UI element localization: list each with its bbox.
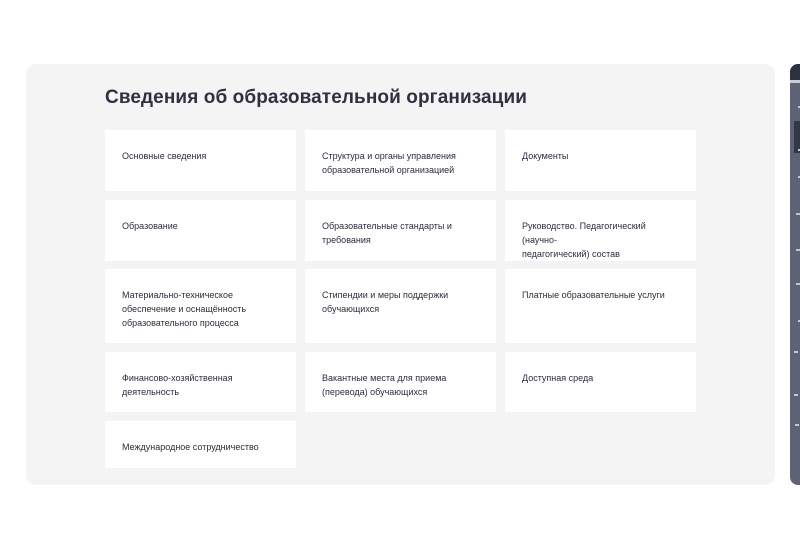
card-accessible-environment[interactable] (505, 352, 696, 412)
org-info-panel (26, 64, 775, 485)
card-basic-info[interactable] (105, 130, 296, 191)
card-paid-services[interactable] (505, 269, 696, 343)
accessibility-sidebar[interactable] (790, 64, 800, 485)
card-education[interactable] (105, 200, 296, 261)
card-label: Руководство. Педагогический (научно- (522, 221, 646, 245)
card-label: образовательного процесса (122, 318, 239, 328)
card-edu-standards[interactable] (305, 200, 496, 261)
page-title: Сведения об образовательной организации (105, 87, 528, 108)
card-label: Вакантные места для приема (322, 373, 447, 383)
sidebar-header (790, 64, 800, 80)
card-label: Доступная среда (522, 373, 594, 383)
card-international[interactable] (105, 421, 296, 468)
card-label: (перевода) обучающихся (322, 387, 428, 397)
card-label: Стипендии и меры поддержки (322, 290, 449, 300)
sidebar-item-marker[interactable] (794, 394, 798, 396)
card-material-support[interactable] (105, 269, 296, 343)
sidebar-item-marker[interactable] (796, 213, 800, 215)
card-label: Финансово-хозяйственная (122, 373, 233, 383)
card-label: Образование (122, 221, 178, 231)
card-label: педагогический) состав (522, 249, 620, 259)
card-structure-management[interactable] (305, 130, 496, 191)
card-label: Международное сотрудничество (122, 442, 259, 452)
card-label: Основные сведения (122, 151, 207, 161)
card-leadership-staff[interactable] (505, 200, 696, 261)
card-label: Документы (522, 151, 569, 161)
card-label: Структура и органы управления (322, 151, 456, 161)
sidebar-item-marker[interactable] (796, 249, 800, 251)
card-finance[interactable] (105, 352, 296, 412)
sidebar-item-marker[interactable] (795, 424, 799, 426)
card-documents[interactable] (505, 130, 696, 191)
card-label: Образовательные стандарты и (322, 221, 452, 231)
sidebar-item-marker[interactable] (794, 351, 798, 353)
card-label: требования (322, 235, 371, 245)
sidebar-item-marker[interactable] (796, 283, 800, 285)
card-vacancies[interactable] (305, 352, 496, 412)
card-label: деятельность (122, 387, 180, 397)
card-label: Материально-техническое (122, 290, 233, 300)
card-label: обеспечение и оснащённость (122, 304, 247, 314)
card-label: обучающихся (322, 304, 380, 314)
card-label: Платные образовательные услуги (522, 290, 665, 300)
card-scholarships[interactable] (305, 269, 496, 343)
sidebar-divider (790, 80, 800, 83)
card-label: образовательной организацией (322, 165, 455, 175)
